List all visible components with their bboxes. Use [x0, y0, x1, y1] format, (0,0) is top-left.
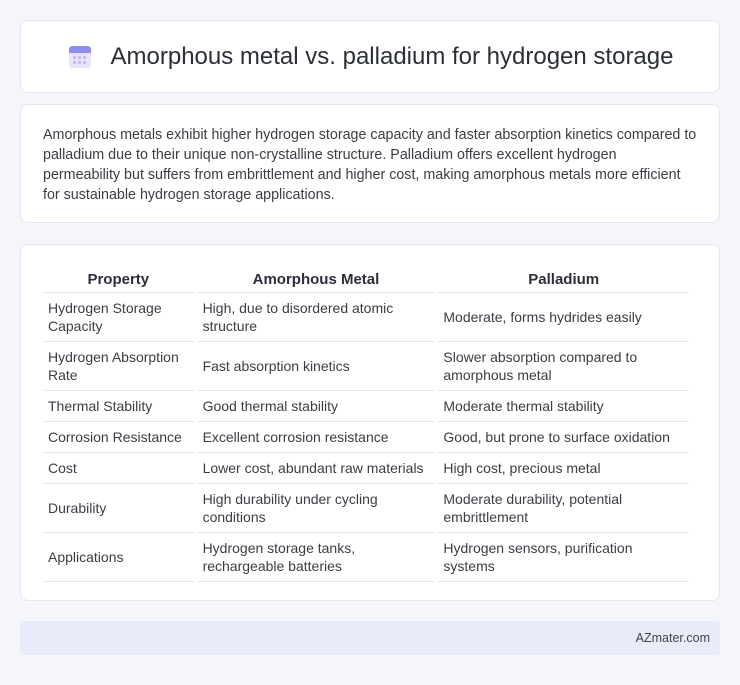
- property-cell: Applications: [43, 533, 194, 582]
- comparison-table: [39, 263, 693, 582]
- amorphous-metal-cell: Fast absorption kinetics: [198, 342, 435, 391]
- palladium-cell: Slower absorption compared to amorphous metal: [438, 342, 689, 391]
- column-header-amorphous-metal: Amorphous Metal: [198, 263, 435, 293]
- table-row: [43, 533, 689, 582]
- amorphous-metal-cell: High, due to disordered atomic structure: [198, 293, 435, 342]
- palladium-cell: High cost, precious metal: [438, 453, 689, 484]
- comparison-table-card: [20, 244, 720, 601]
- table-row: [43, 453, 689, 484]
- palladium-cell: Moderate, forms hydrides easily: [438, 293, 689, 342]
- amorphous-metal-cell: High durability under cycling conditions: [198, 484, 435, 533]
- footer: [20, 621, 720, 655]
- summary-text: Amorphous metals exhibit higher hydrogen storage capacity and faster absorption kinetics compared to palladium due to their unique non-crystalline structure. Palladium offers excellent hydrogen permeability but suffers from embrittlement and higher cost, making amorphous metals more efficient for sustainable hydrogen storage applications.: [43, 127, 697, 203]
- amorphous-metal-cell: Lower cost, abundant raw materials: [198, 453, 435, 484]
- palladium-cell: Good, but prone to surface oxidation: [438, 422, 689, 453]
- amorphous-metal-cell: Excellent corrosion resistance: [198, 422, 435, 453]
- column-header-palladium: Palladium: [438, 263, 689, 293]
- property-cell: Corrosion Resistance: [43, 422, 194, 453]
- palladium-cell: Moderate durability, potential embrittlement: [438, 484, 689, 533]
- palladium-cell: Hydrogen sensors, purification systems: [438, 533, 689, 582]
- amorphous-metal-cell: Good thermal stability: [198, 391, 435, 422]
- table-row: [43, 484, 689, 533]
- table-row: [43, 391, 689, 422]
- table-header-row: [43, 263, 689, 293]
- title-card: [20, 20, 720, 93]
- footer-brand: AZmater.com: [635, 631, 710, 645]
- column-header-property: Property: [43, 263, 194, 293]
- table-row: [43, 422, 689, 453]
- palladium-cell: Moderate thermal stability: [438, 391, 689, 422]
- property-cell: Hydrogen Absorption Rate: [43, 342, 194, 391]
- property-cell: Durability: [43, 484, 194, 533]
- calendar-icon: [67, 44, 93, 70]
- property-cell: Cost: [43, 453, 194, 484]
- table-row: [43, 342, 689, 391]
- amorphous-metal-cell: Hydrogen storage tanks, rechargeable batteries: [198, 533, 435, 582]
- summary-card: [20, 104, 720, 223]
- table-row: [43, 293, 689, 342]
- property-cell: Hydrogen Storage Capacity: [43, 293, 194, 342]
- property-cell: Thermal Stability: [43, 391, 194, 422]
- page-title: Amorphous metal vs. palladium for hydrogen storage: [110, 42, 674, 70]
